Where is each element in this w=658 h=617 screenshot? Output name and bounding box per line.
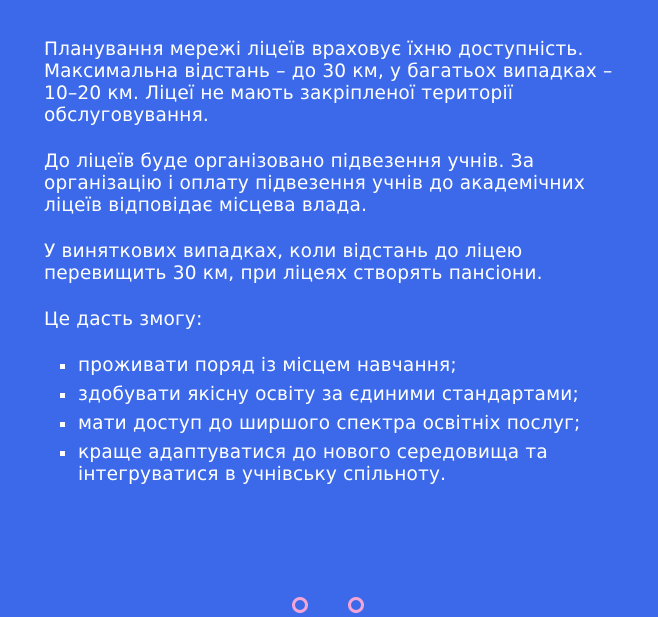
list-item-text: краще адаптуватися до нового середовища та інтегруватися в учнівську спільноту. (78, 442, 548, 485)
document-body (44, 39, 644, 493)
list-item-text: проживати поряд із місцем навчання; (78, 355, 457, 376)
bullet-square-icon (60, 393, 65, 398)
ring-left-icon (292, 597, 308, 613)
paragraph-list-intro: Це дасть змогу: (44, 309, 203, 330)
ring-right-icon (348, 597, 364, 613)
bullet-square-icon (60, 422, 65, 427)
paragraph-boarding: У виняткових випадках, коли відстань до ліцею перевищить 30 км, при ліцеях створять пансіони. (44, 241, 543, 284)
list-item-text: здобувати якісну освіту за єдиними стандартами; (78, 384, 579, 405)
bullet-square-icon (60, 451, 65, 456)
paragraph-transport: До ліцеїв буде організовано підвезення учнів. За організацію і оплату підвезення учнів до академічних ліцеїв відповідає місцева влада. (44, 151, 586, 216)
list-item (44, 355, 644, 377)
list-item (44, 413, 644, 435)
paragraph-accessibility: Планування мережі ліцеїв враховує їхню доступність. Максимальна відстань – до 30 км, у багатьох випадках – 10–20 км. Ліцеї не мають закріпленої території обслуговування. (44, 39, 613, 126)
list-item (44, 442, 644, 486)
benefits-list (44, 355, 644, 486)
bullet-square-icon (60, 364, 65, 369)
decorative-rings-icon (290, 597, 370, 617)
list-item (44, 384, 644, 406)
list-item-text: мати доступ до ширшого спектра освітніх послуг; (78, 413, 581, 434)
